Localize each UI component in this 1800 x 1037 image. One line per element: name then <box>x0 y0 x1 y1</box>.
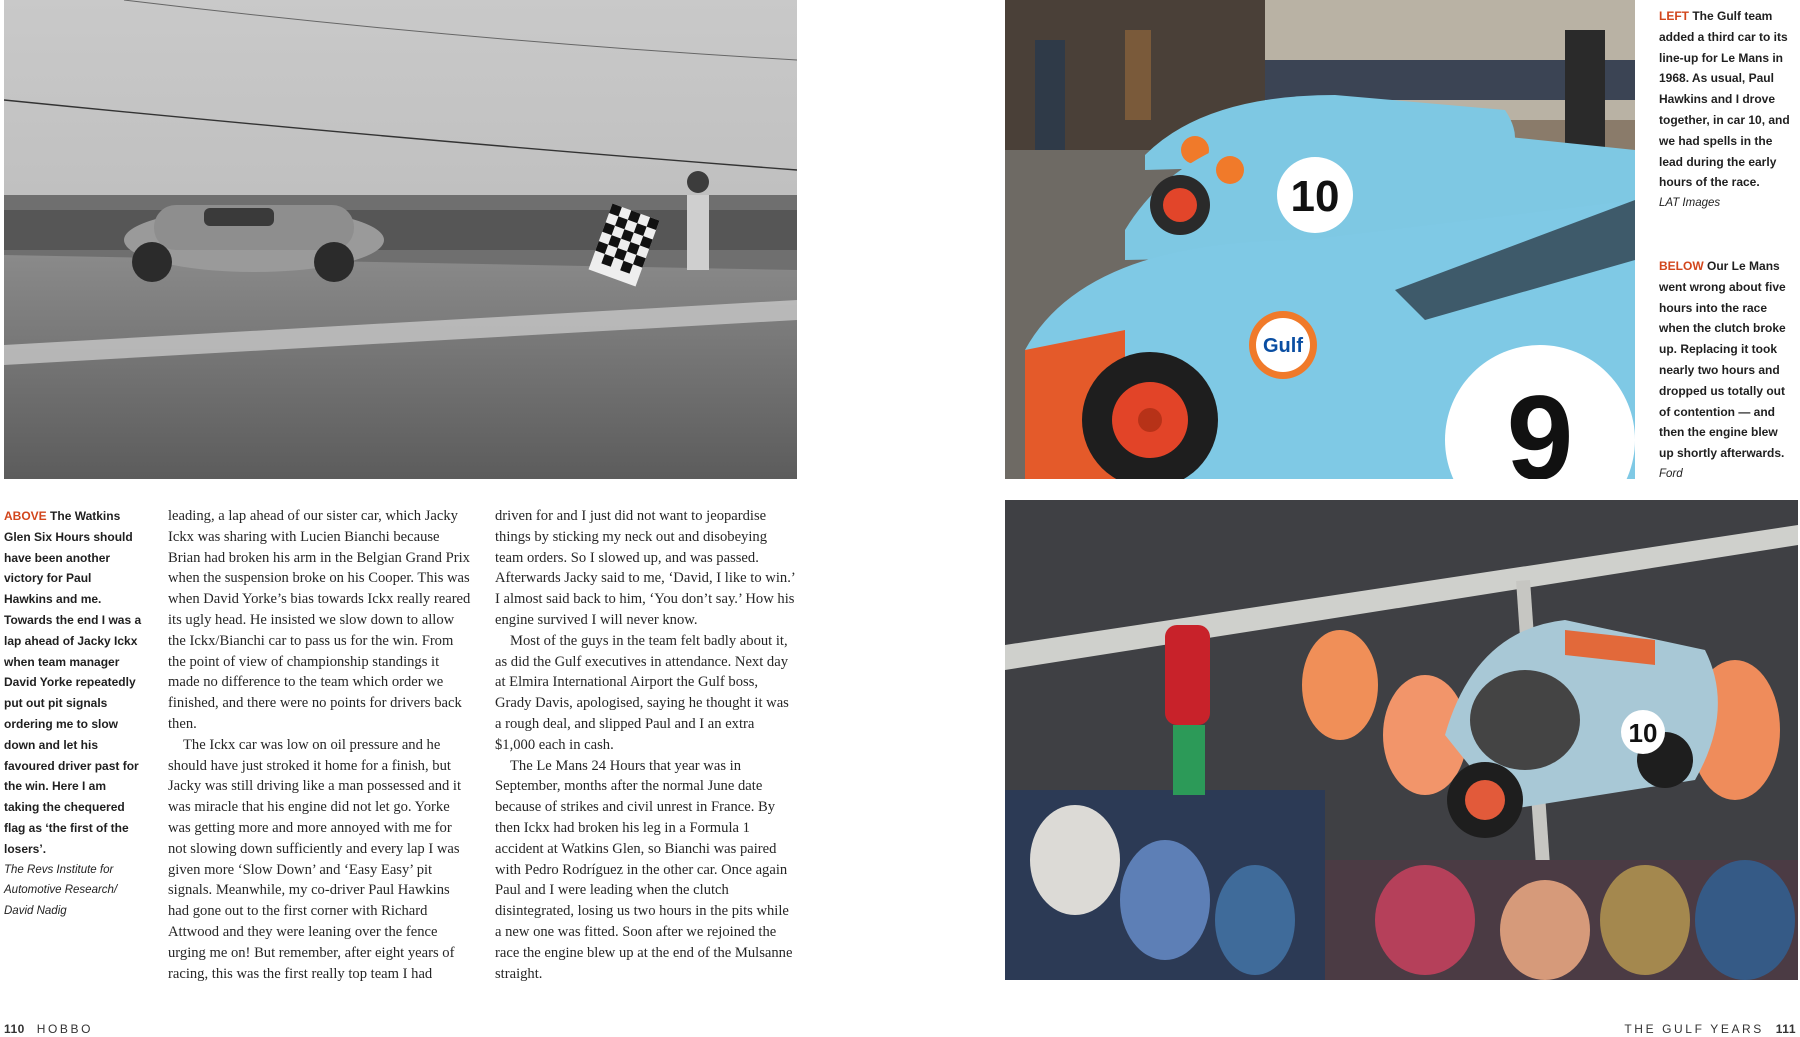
gulf-logo-text: Gulf <box>1263 335 1303 357</box>
caption-left-credit: LAT Images <box>1659 197 1721 210</box>
page-number-right: 111 <box>1775 1022 1796 1036</box>
caption-below-text: Our Le Mans went wrong about five hours into the race when the clutch broke up. Replacing it took nearly two hours and dropped us totally out of contention — and then the engine blew up shortly afterwards. <box>1659 259 1786 461</box>
body-column-2 <box>495 506 797 984</box>
caption-left-text: The Gulf team added a third car to its line-up for Le Mans in 1968. As usual, Paul Hawkins and I drove together, in car 10, and we had spells in the lead during the early hours of the race. <box>1659 9 1790 190</box>
page-number-left: 110 <box>4 1022 25 1036</box>
gulf-logo-roundel <box>1249 311 1317 379</box>
caption-above-text: The Watkins Glen Six Hours should have been another victory for Paul Hawkins and me. Towards the end I was a lap ahead of Jacky Ickx when team manager David Yorke repeatedly put out pit signals ordering me to slow down and let his favoured driver past for the win. Here I am taking the chequered flag as ‘the first of the losers’. <box>4 509 142 856</box>
body-paragraph: leading, a lap ahead of our sister car, which Jacky Ickx was sharing with Lucien Bianchi because Brian had broken his arm in the Belgian Grand Prix when the suspension broke on his Cooper. This was when David Yorke’s bias towards Ickx really reared its ugly head. He insisted we slow down to allow the Ickx/Bianchi car to pass us for the win. From the point of view of championship standings it made no difference to the team which order we finished, and there were no points for drivers back then. <box>168 508 471 732</box>
car-number-middle: 10 <box>1290 172 1340 221</box>
caption-below-credit: Ford <box>1659 467 1683 480</box>
photo-gulf-cars-le-mans <box>1005 0 1635 479</box>
body-paragraph: driven for and I just did not want to jeopardise things by sticking my neck out and disobeying team orders. So I slowed up, and was passed. Afterwards Jacky said to me, ‘David, I like to win.’ I almost said back to him, ‘You don’t say.’ How his engine survived I will never know. <box>495 508 795 628</box>
body-paragraph: Most of the guys in the team felt badly about it, as did the Gulf executives in attendance. Next day at Elmira International Airport the Gulf boss, Grady Davis, apologised, saying he thought it was a rough deal, and slipped Paul and I an extra $1,000 each in cash. <box>495 632 789 753</box>
car-number-front: 9 <box>1506 371 1574 479</box>
caption-above-credit: The Revs Institute for Automotive Research/ David Nadig <box>4 863 118 918</box>
caption-above-lead: ABOVE <box>4 509 47 523</box>
body-column-1 <box>168 506 473 984</box>
folio-right <box>1624 1022 1796 1036</box>
caption-below-lead: BELOW <box>1659 259 1704 273</box>
caption-below <box>1659 256 1794 485</box>
running-head-right: THE GULF YEARS <box>1624 1022 1764 1036</box>
car-number-pit: 10 <box>1628 718 1658 748</box>
body-paragraph: The Le Mans 24 Hours that year was in September, months after the normal June date because of strikes and civil unrest in France. By then Ickx had broken his leg in a Formula 1 accident at Watkins Glen, so Bianchi was paired with Pedro Rodríguez in the other car. Once again Paul and I were leading when the clutch disintegrated, losing us two hours in the pits while a new one was fitted. Soon after we rejoined the race the engine blew up at the end of the Mulsanne straight. <box>495 757 793 982</box>
caption-left-lead: LEFT <box>1659 9 1689 23</box>
caption-left <box>1659 6 1794 214</box>
body-paragraph: The Ickx car was low on oil pressure and he should have just stroked it home for a finish, but Jacky was still driving like a man possessed and it was miracle that his engine did not let go. Yorke was getting more and more annoyed with me for not slowing down sufficiently and every lap I was given more ‘Slow Down’ and ‘Easy Easy’ pit signals. Meanwhile, my co-driver Paul Hawkins had gone out to the first corner with Richard Attwood and they were leaning over the fence urging me on! But remember, after eight years of racing, this was the first really top team I had <box>168 736 462 982</box>
photo-watkins-glen-finish <box>4 0 797 479</box>
photo-pit-stop-clutch <box>1005 500 1798 980</box>
race-car-shape <box>124 205 384 282</box>
running-head-left: HOBBO <box>36 1022 94 1036</box>
folio-left <box>4 1022 93 1036</box>
caption-above <box>4 506 142 922</box>
